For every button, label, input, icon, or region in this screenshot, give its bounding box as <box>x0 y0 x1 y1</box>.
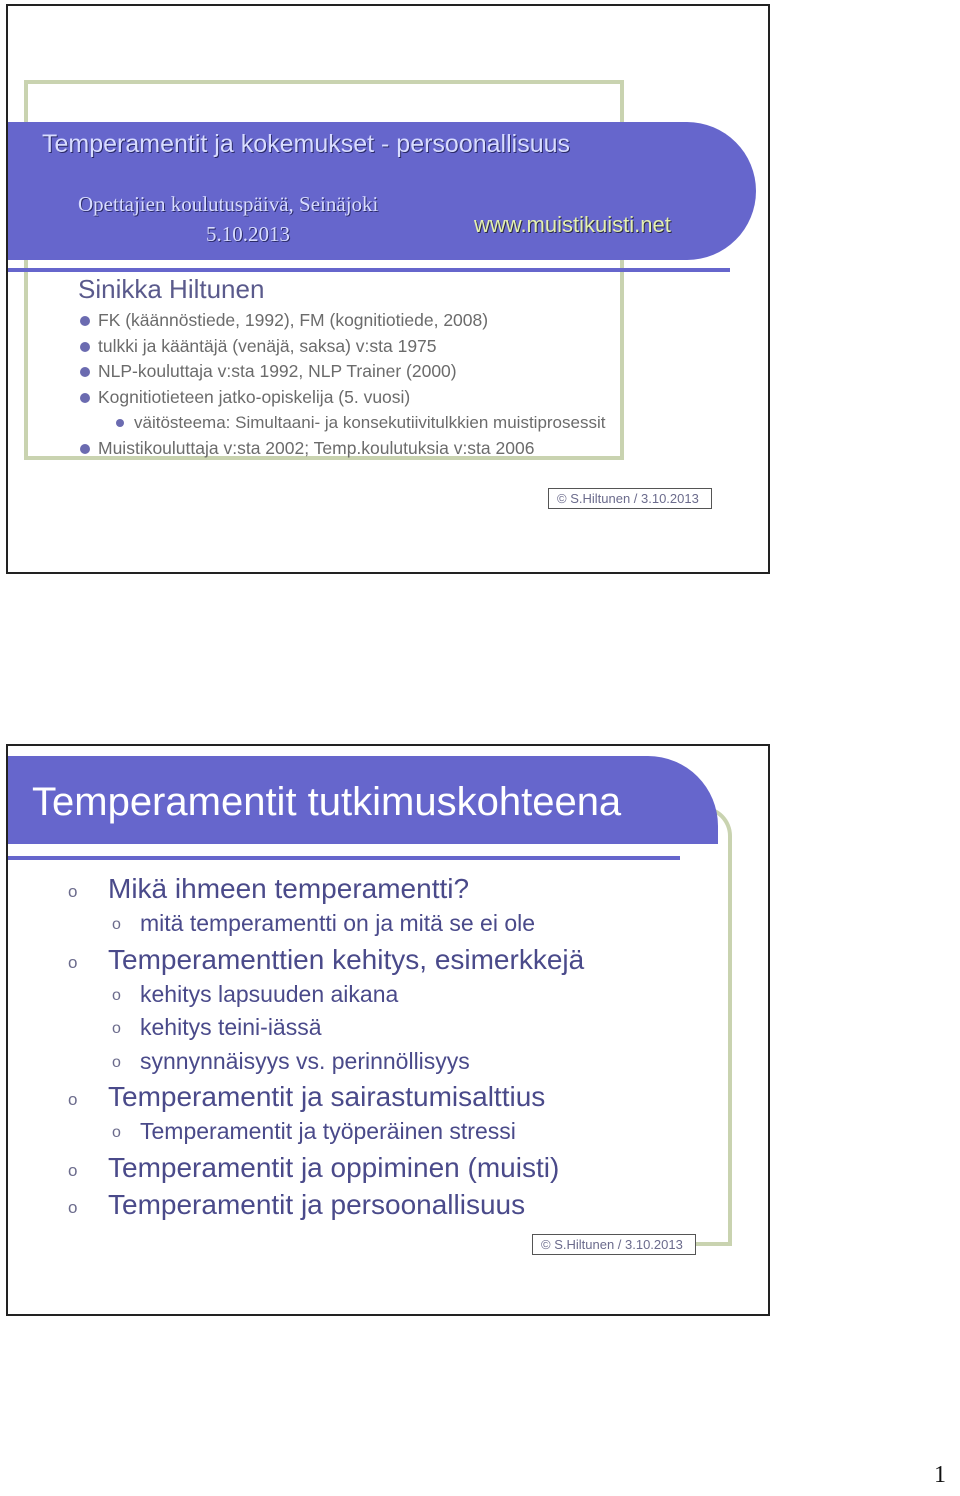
list-item <box>68 978 584 1012</box>
list-item-text: kehitys lapsuuden aikana <box>140 980 399 1007</box>
slide-date: 5.10.2013 <box>206 222 290 246</box>
list-item <box>68 1078 584 1115</box>
bullet-dot-icon <box>80 393 90 403</box>
bullet-circle-icon: o <box>112 916 121 933</box>
slide-subtitle: Opettajien koulutuspäivä, Seinäjoki <box>78 192 379 216</box>
bullet-dot-icon <box>80 367 90 377</box>
bullet-circle-icon: o <box>112 1124 121 1141</box>
list-item <box>78 410 605 436</box>
page-number: 1 <box>934 1462 946 1488</box>
list-item-text: Temperamenttien kehitys, esimerkkejä <box>108 943 585 975</box>
decorative-frame <box>684 806 732 1246</box>
website-link[interactable]: www.muistikuisti.net <box>474 212 671 237</box>
bullet-circle-icon: o <box>68 952 78 972</box>
list-item-text: Temperamentit ja oppiminen (muisti) <box>108 1151 560 1183</box>
list-item <box>68 1149 584 1186</box>
list-item <box>68 941 584 978</box>
bullet-list <box>68 870 584 1223</box>
bullet-dot-icon <box>80 342 90 352</box>
list-item-text: Temperamentit ja työperäinen stressi <box>140 1118 516 1144</box>
list-item <box>78 308 605 334</box>
bullet-dot-icon <box>80 316 90 326</box>
list-item <box>68 1186 584 1223</box>
list-item <box>78 436 605 462</box>
list-item <box>68 1011 584 1045</box>
slide-2 <box>6 744 770 1316</box>
list-item-text: tulkki ja kääntäjä (venäjä, saksa) v:sta 1975 <box>98 335 437 356</box>
list-item-text: mitä temperamentti on ja mitä se ei ole <box>140 910 536 936</box>
list-item-text: Kognitiotieteen jatko-opiskelija (5. vuosi) <box>98 386 411 407</box>
list-item <box>78 385 605 411</box>
bullet-circle-icon: o <box>68 882 78 901</box>
bullet-dot-icon <box>80 444 90 454</box>
list-item <box>68 1115 584 1149</box>
list-item-text: NLP-kouluttaja v:sta 1992, NLP Trainer (2000) <box>98 361 457 381</box>
slide-1 <box>6 4 770 574</box>
slide-title: Temperamentit ja kokemukset - persoonallisuus <box>42 130 571 158</box>
presenter-name: Sinikka Hiltunen <box>78 274 265 304</box>
list-item <box>68 907 584 941</box>
list-item <box>68 870 584 907</box>
list-item-text: väitösteema: Simultaani- ja konsekutiivitulkkien muistiprosessit <box>134 413 606 432</box>
list-item-text: FK (käännöstiede, 1992), FM (kognitiotiede, 2008) <box>98 310 489 330</box>
list-item-text: Muistikouluttaja v:sta 2002; Temp.koulutuksia v:sta 2006 <box>98 437 535 458</box>
bullet-list <box>78 308 605 461</box>
title-underline <box>8 268 730 272</box>
slide-title: Temperamentit tutkimuskohteena <box>32 780 622 824</box>
list-item <box>78 359 605 385</box>
list-item <box>68 1045 584 1079</box>
list-item-text: kehitys teini-iässä <box>140 1014 322 1040</box>
title-underline <box>8 856 680 860</box>
list-item-text: synnynnäisyys vs. perinnöllisyys <box>140 1047 470 1074</box>
copyright-box: © S.Hiltunen / 3.10.2013 <box>532 1234 696 1255</box>
bullet-circle-icon: o <box>68 1197 78 1217</box>
bullet-circle-icon: o <box>112 1053 121 1071</box>
list-item <box>78 334 605 360</box>
bullet-circle-icon: o <box>68 1090 78 1109</box>
bullet-dot-icon <box>116 419 124 427</box>
list-item-text: Temperamentit ja sairastumisalttius <box>108 1081 546 1112</box>
bullet-circle-icon: o <box>112 1020 121 1037</box>
bullet-circle-icon: o <box>68 1160 78 1180</box>
bullet-circle-icon: o <box>112 986 121 1004</box>
copyright-box: © S.Hiltunen / 3.10.2013 <box>548 488 712 509</box>
list-item-text: Temperamentit ja persoonallisuus <box>108 1188 526 1220</box>
list-item-text: Mikä ihmeen temperamentti? <box>108 873 470 904</box>
